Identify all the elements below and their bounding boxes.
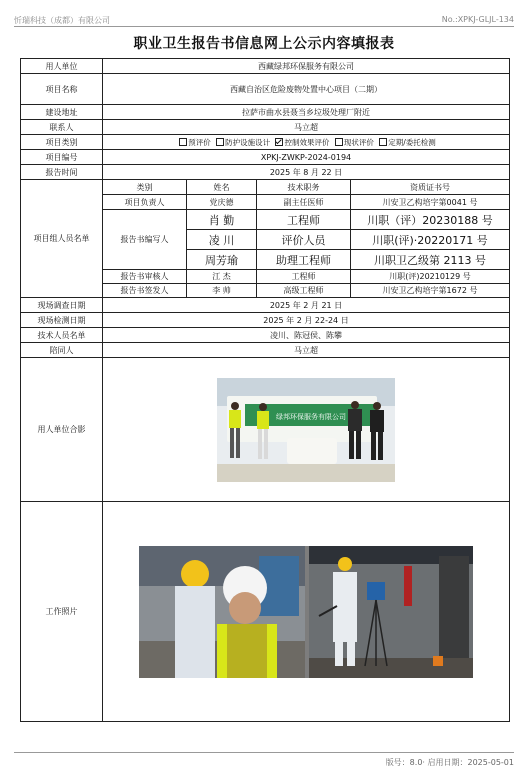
row-tech-staff — [21, 328, 510, 343]
leader-title: 副主任医师 — [257, 195, 351, 210]
compiler-cert: 川职(评)·20220171 号 — [351, 230, 510, 250]
compiler-cert: 川职卫乙级第 2113 号 — [351, 250, 510, 270]
header-company: 忻瑞科技（成都）有限公司 — [14, 16, 110, 25]
employer-label: 用人单位 — [21, 59, 103, 74]
reviewer-cert: 川职(评)20210129 号 — [351, 270, 510, 284]
checkbox-icon — [179, 138, 187, 146]
row-employer — [21, 59, 510, 74]
report-time-label: 报告时间 — [21, 165, 103, 180]
team-head-name: 姓名 — [187, 180, 257, 195]
compiler-name: 周芳瑜 — [187, 250, 257, 270]
report-time-value: 2025 年 8 月 22 日 — [103, 165, 510, 180]
project-no-label: 项目编号 — [21, 150, 103, 165]
header-doc-no: No.:XPKJ-GLJL-134 — [441, 15, 514, 24]
group-photo-image — [217, 378, 395, 482]
group-photo — [217, 378, 395, 482]
checkbox-icon — [335, 138, 343, 146]
checkbox-icon — [379, 138, 387, 146]
info-table — [20, 58, 510, 722]
team-group-label: 项目组人员名单 — [21, 180, 103, 298]
row-escort — [21, 343, 510, 358]
row-address — [21, 105, 510, 120]
address-label: 建设地址 — [21, 105, 103, 120]
contact-value: 马立超 — [103, 120, 510, 135]
employer-value: 西藏绿邦环保服务有限公司 — [103, 59, 510, 74]
row-contact — [21, 120, 510, 135]
checkbox-checked-icon — [275, 138, 283, 146]
survey-date-label: 现场调查日期 — [21, 298, 103, 313]
compiler-name: 肖 勤 — [187, 210, 257, 230]
compiler-label: 报告书编写人 — [103, 210, 187, 270]
address-value: 拉萨市曲水县聂当乡垃圾处理厂附近 — [103, 105, 510, 120]
category-option[interactable]: 预评价 — [176, 138, 211, 147]
checkbox-icon — [216, 138, 224, 146]
category-option[interactable]: 防护设施设计 — [213, 138, 270, 147]
row-project-name — [21, 74, 510, 105]
issuer-title: 高级工程师 — [257, 284, 351, 298]
reviewer-category: 报告书审核人 — [103, 270, 187, 284]
row-test-date — [21, 313, 510, 328]
test-date-value: 2025 年 2 月 22-24 日 — [103, 313, 510, 328]
tech-staff-label: 技术人员名单 — [21, 328, 103, 343]
group-photo-label: 用人单位合影 — [21, 358, 103, 502]
compiler-name: 凌 川 — [187, 230, 257, 250]
work-photo-label: 工作照片 — [21, 502, 103, 722]
row-project-no — [21, 150, 510, 165]
form-title: 职业卫生报告书信息网上公示内容填报表 — [133, 36, 395, 52]
row-survey-date — [21, 298, 510, 313]
row-group-photo — [21, 358, 510, 502]
survey-date-value: 2025 年 2 月 21 日 — [103, 298, 510, 313]
photo-sign-text: 绿邦环保服务有限公司 — [276, 412, 346, 421]
footer-divider — [14, 752, 514, 753]
escort-value: 马立超 — [103, 343, 510, 358]
work-photo-image — [139, 546, 473, 678]
row-report-time — [21, 165, 510, 180]
row-work-photo — [21, 502, 510, 722]
category-option[interactable]: 现状评价 — [332, 138, 374, 147]
issuer-name: 李 帅 — [187, 284, 257, 298]
work-photos — [139, 546, 473, 678]
compiler-title: 助理工程师 — [257, 250, 351, 270]
reviewer-title: 工程师 — [257, 270, 351, 284]
test-date-label: 现场检测日期 — [21, 313, 103, 328]
team-head-cert: 资质证书号 — [351, 180, 510, 195]
compiler-title: 评价人员 — [257, 230, 351, 250]
header-divider — [14, 26, 514, 27]
category-option[interactable]: 控制效果评价 — [272, 138, 329, 147]
team-head-row — [21, 180, 510, 195]
compiler-title: 工程师 — [257, 210, 351, 230]
footer-version: 版号：8.0· 启用日期：2025-05-01 — [385, 758, 514, 767]
compiler-cert: 川职（评）20230188 号 — [351, 210, 510, 230]
row-category — [21, 135, 510, 150]
category-option[interactable]: 定期/委托检测 — [376, 138, 436, 147]
issuer-category: 报告书签发人 — [103, 284, 187, 298]
page-header — [0, 0, 528, 24]
tech-staff-value: 凌川、陈冠侯、陈攀 — [103, 328, 510, 343]
project-no-value: XPKJ-ZWKP-2024-0194 — [103, 150, 510, 165]
team-head-category: 类别 — [103, 180, 187, 195]
leader-name: 党庆德 — [187, 195, 257, 210]
project-name-label: 项目名称 — [21, 74, 103, 105]
category-label: 项目类别 — [21, 135, 103, 150]
reviewer-name: 江 杰 — [187, 270, 257, 284]
project-name-value: 西藏自治区危险废物处置中心项目（二期） — [103, 74, 510, 105]
contact-label: 联系人 — [21, 120, 103, 135]
leader-category: 项目负责人 — [103, 195, 187, 210]
leader-cert: 川安卫乙构培字第0041 号 — [351, 195, 510, 210]
issuer-cert: 川安卫乙构培字第1672 号 — [351, 284, 510, 298]
category-options — [103, 135, 510, 150]
team-head-title: 技术职务 — [257, 180, 351, 195]
escort-label: 陪同人 — [21, 343, 103, 358]
